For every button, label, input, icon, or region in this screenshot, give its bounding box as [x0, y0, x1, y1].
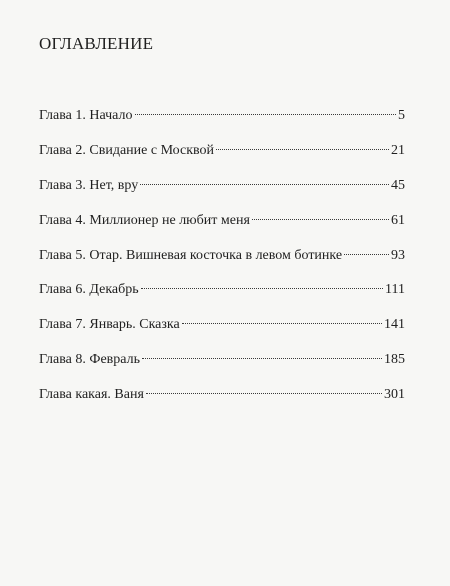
toc-entry — [39, 246, 405, 281]
toc-entry-title: Глава 8. Февраль — [39, 352, 140, 368]
toc-entry — [39, 385, 405, 420]
dot-leader — [344, 254, 389, 255]
toc-entry — [39, 211, 405, 246]
toc-entry — [39, 315, 405, 350]
toc-entry-title: Глава 6. Декабрь — [39, 282, 139, 298]
dot-leader — [146, 393, 382, 394]
toc-entry — [39, 350, 405, 385]
toc-entry — [39, 106, 405, 141]
toc-entry-page: 5 — [398, 108, 405, 123]
toc-heading: ОГЛАВЛЕНИЕ — [39, 34, 154, 53]
toc-entry-title: Глава 7. Январь. Сказка — [39, 317, 180, 333]
toc-entry-page: 93 — [391, 247, 405, 263]
toc-entry-title: Глава 1. Начало — [39, 108, 133, 123]
toc-entry — [39, 280, 405, 315]
toc-entry-title: Глава какая. Ваня — [39, 387, 144, 403]
toc-entry-title: Глава 3. Нет, вру — [39, 177, 139, 193]
toc-entry-page: 301 — [384, 387, 405, 403]
toc-entry-title: Глава 5. Отар. Вишневая косточка в левом ботинке — [39, 247, 343, 263]
dot-leader — [135, 114, 396, 115]
toc-entry-page: 61 — [391, 212, 405, 228]
toc-entry-page: 185 — [384, 352, 405, 368]
toc-entry-title: Глава 4. Миллионер не любит меня — [39, 212, 250, 228]
toc-entry — [39, 176, 405, 211]
dot-leader — [252, 219, 389, 220]
dot-leader — [141, 288, 383, 289]
dot-leader — [140, 184, 389, 185]
table-of-contents — [39, 106, 405, 420]
toc-entry-page: 141 — [384, 317, 405, 333]
dot-leader — [216, 149, 389, 150]
dot-leader — [182, 323, 382, 324]
toc-entry — [39, 141, 405, 176]
toc-entry-title: Глава 2. Свидание с Москвой — [39, 142, 215, 158]
dot-leader — [142, 358, 382, 359]
toc-entry-page: 45 — [391, 177, 405, 193]
toc-entry-page: 21 — [391, 142, 405, 158]
toc-entry-page: 111 — [385, 282, 405, 298]
